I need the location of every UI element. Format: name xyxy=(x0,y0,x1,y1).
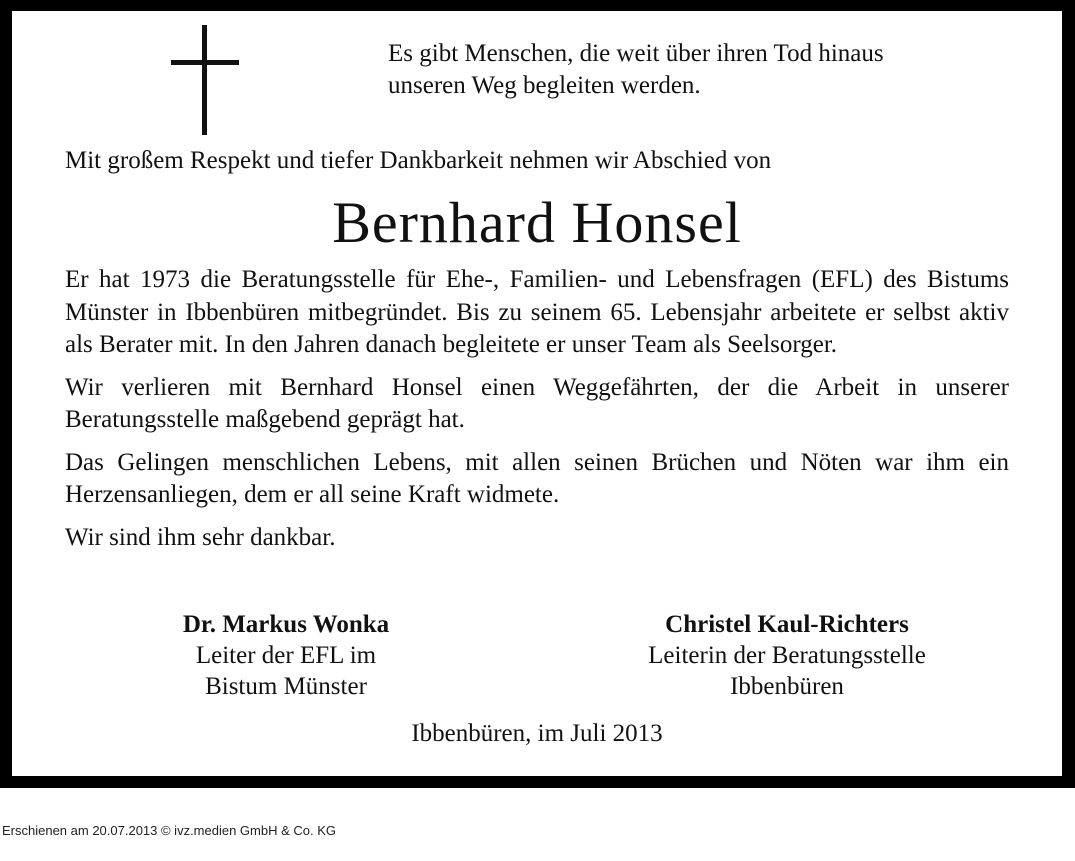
motto-quote xyxy=(388,38,1028,102)
signatures xyxy=(12,609,1062,709)
cross-vertical-bar xyxy=(202,25,207,135)
obituary-body xyxy=(65,264,1009,564)
body-paragraph: Er hat 1973 die Beratungsstelle für Ehe-, Familien- und Lebensfragen (EFL) des Bistums Münster in Ibbenbüren mitbegründet. Bis zu seinem 65. Lebensjahr arbeitete er selbst aktiv als Berater mit. In den Jahren danach begleitete er unser Team als Seelsorger. xyxy=(65,266,1009,358)
intro-text: Mit großem Respekt und tiefer Dankbarkeit nehmen wir Abschied von xyxy=(65,147,772,174)
signer-title: Ibbenbüren xyxy=(730,673,844,700)
motto-line: Es gibt Menschen, die weit über ihren Tod hinaus xyxy=(388,40,884,67)
signer-title: Bistum Münster xyxy=(205,673,367,700)
body-paragraph: Wir sind ihm sehr dankbar. xyxy=(65,523,336,551)
cross-icon xyxy=(171,25,241,135)
cross-horizontal-bar xyxy=(171,60,239,65)
signer-block xyxy=(126,609,446,702)
signer-name: Dr. Markus Wonka xyxy=(182,611,390,638)
signer-title: Leiterin der Beratungsstelle xyxy=(648,642,926,669)
body-paragraph: Wir verlieren mit Bernhard Honsel einen Weggefährten, der die Arbeit in unserer Beratungsstelle maßgebend geprägt hat. xyxy=(65,373,1009,433)
obituary-notice xyxy=(12,11,1062,776)
body-paragraph: Das Gelingen menschlichen Lebens, mit allen seinen Brüchen und Nöten war ihm ein Herzensanliegen, dem er all seine Kraft widmete. xyxy=(65,448,1009,508)
signer-name: Christel Kaul-Richters xyxy=(665,611,909,638)
signer-title: Leiter der EFL im xyxy=(195,642,377,669)
signer-block xyxy=(607,609,967,702)
motto-line: unseren Weg begleiten werden. xyxy=(388,72,701,99)
publication-credit: Erschienen am 20.07.2013 © ivz.medien GmbH & Co. KG xyxy=(2,823,337,838)
place-date: Ibbenbüren, im Juli 2013 xyxy=(411,720,663,747)
deceased-name: Bernhard Honsel xyxy=(332,190,742,255)
